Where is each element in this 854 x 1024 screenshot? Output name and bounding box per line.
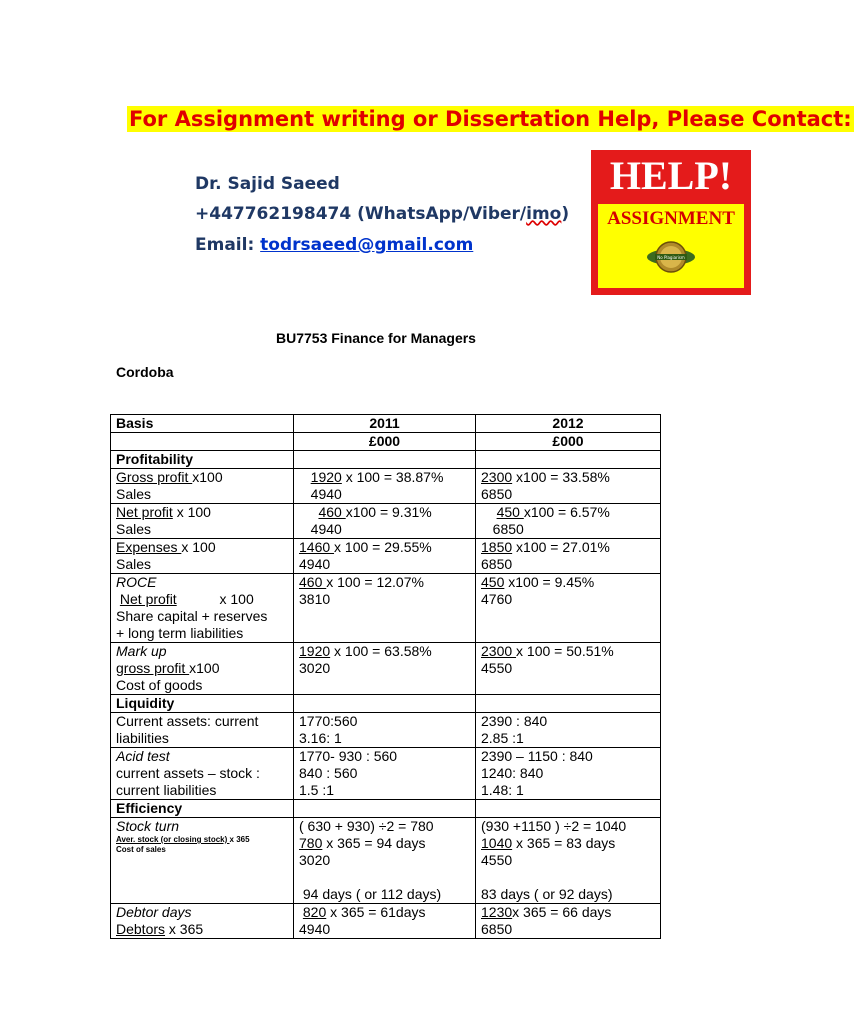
cell-2011: 460 x 100 = 12.07% 3810 <box>294 574 476 643</box>
cell-2011: 1920 x 100 = 63.58% 3020 <box>294 643 476 695</box>
row-label: Net profit x 100 Sales <box>111 504 294 539</box>
header-year-2011: 2011 <box>294 415 476 433</box>
cell-2011: 460 x100 = 9.31% 4940 <box>294 504 476 539</box>
cell-2012: 450 x100 = 6.57% 6850 <box>476 504 661 539</box>
cell-2011: 1770- 930 : 560 840 : 560 1.5 :1 <box>294 748 476 800</box>
contact-banner: For Assignment writing or Dissertation Help, Please Contact: <box>129 107 852 131</box>
table-row <box>111 469 661 504</box>
cell-2012: 1850 x100 = 27.01% 6850 <box>476 539 661 574</box>
help-assignment-badge <box>591 150 751 295</box>
cell-2012: 2390 : 840 2.85 :1 <box>476 713 661 748</box>
phone-end: ) <box>561 204 570 224</box>
table-row <box>111 504 661 539</box>
section-label: Profitability <box>111 451 294 469</box>
email-label: Email: <box>195 235 261 255</box>
section-row-liquidity <box>111 695 661 713</box>
row-label: Current assets: current liabilities <box>111 713 294 748</box>
row-label: ROCE Net profit x 100 Share capital + reserves + long term liabilities <box>111 574 294 643</box>
phone-number: +447762198474 (WhatsApp/Viber/ <box>195 204 527 224</box>
row-label: Expenses x 100 Sales <box>111 539 294 574</box>
table-row <box>111 904 661 939</box>
ratio-table <box>110 414 661 939</box>
cell-2012: (930 +1150 ) ÷2 = 1040 1040 x 365 = 83 days 4550 83 days ( or 92 days) <box>476 818 661 904</box>
row-label: Stock turn Aver. stock (or closing stock) x 365 Cost of sales <box>111 818 294 904</box>
table-row <box>111 643 661 695</box>
section-label: Liquidity <box>111 695 294 713</box>
table-row <box>111 748 661 800</box>
help-title: HELP! <box>609 153 733 198</box>
unit-2012: £000 <box>476 433 661 451</box>
cell-2012: 2300 x 100 = 50.51% 4550 <box>476 643 661 695</box>
header-year-2012: 2012 <box>476 415 661 433</box>
contact-phone <box>195 204 569 224</box>
table-row <box>111 818 661 904</box>
help-subtitle: ASSIGNMENT <box>607 208 735 229</box>
table-row <box>111 574 661 643</box>
document-title: BU7753 Finance for Managers <box>276 330 476 346</box>
row-label: Mark up gross profit x100 Cost of goods <box>111 643 294 695</box>
table-row <box>111 713 661 748</box>
section-row-profitability <box>111 451 661 469</box>
contact-email <box>195 235 473 255</box>
row-label: Acid test current assets – stock : current liabilities <box>111 748 294 800</box>
header-basis: Basis <box>111 415 294 433</box>
seal-icon <box>645 237 697 277</box>
cell-2011: 1770:560 3.16: 1 <box>294 713 476 748</box>
company-name: Cordoba <box>116 364 174 380</box>
cell-2012: 2300 x100 = 33.58% 6850 <box>476 469 661 504</box>
row-label: Debtor days Debtors x 365 <box>111 904 294 939</box>
phone-app: imo <box>526 204 562 224</box>
contact-name: Dr. Sajid Saeed <box>195 174 340 194</box>
cell-2012: 450 x100 = 9.45% 4760 <box>476 574 661 643</box>
cell-2011: 1920 x 100 = 38.87% 4940 <box>294 469 476 504</box>
section-row-efficiency <box>111 800 661 818</box>
cell-2011: 820 x 365 = 61days 4940 <box>294 904 476 939</box>
table-header-row <box>111 415 661 433</box>
table-row <box>111 539 661 574</box>
cell-2011: ( 630 + 930) ÷2 = 780 780 x 365 = 94 days 3020 94 days ( or 112 days) <box>294 818 476 904</box>
cell-2012: 2390 – 1150 : 840 1240: 840 1.48: 1 <box>476 748 661 800</box>
svg-text:No Plagiarism: No Plagiarism <box>657 255 685 260</box>
cell-2011: 1460 x 100 = 29.55% 4940 <box>294 539 476 574</box>
section-label: Efficiency <box>111 800 294 818</box>
table-unit-row <box>111 433 661 451</box>
cell-2012: 1230x 365 = 66 days 6850 <box>476 904 661 939</box>
email-link[interactable]: todrsaeed@gmail.com <box>260 235 474 255</box>
badge-inner <box>598 204 744 288</box>
unit-2011: £000 <box>294 433 476 451</box>
row-label: Gross profit x100 Sales <box>111 469 294 504</box>
